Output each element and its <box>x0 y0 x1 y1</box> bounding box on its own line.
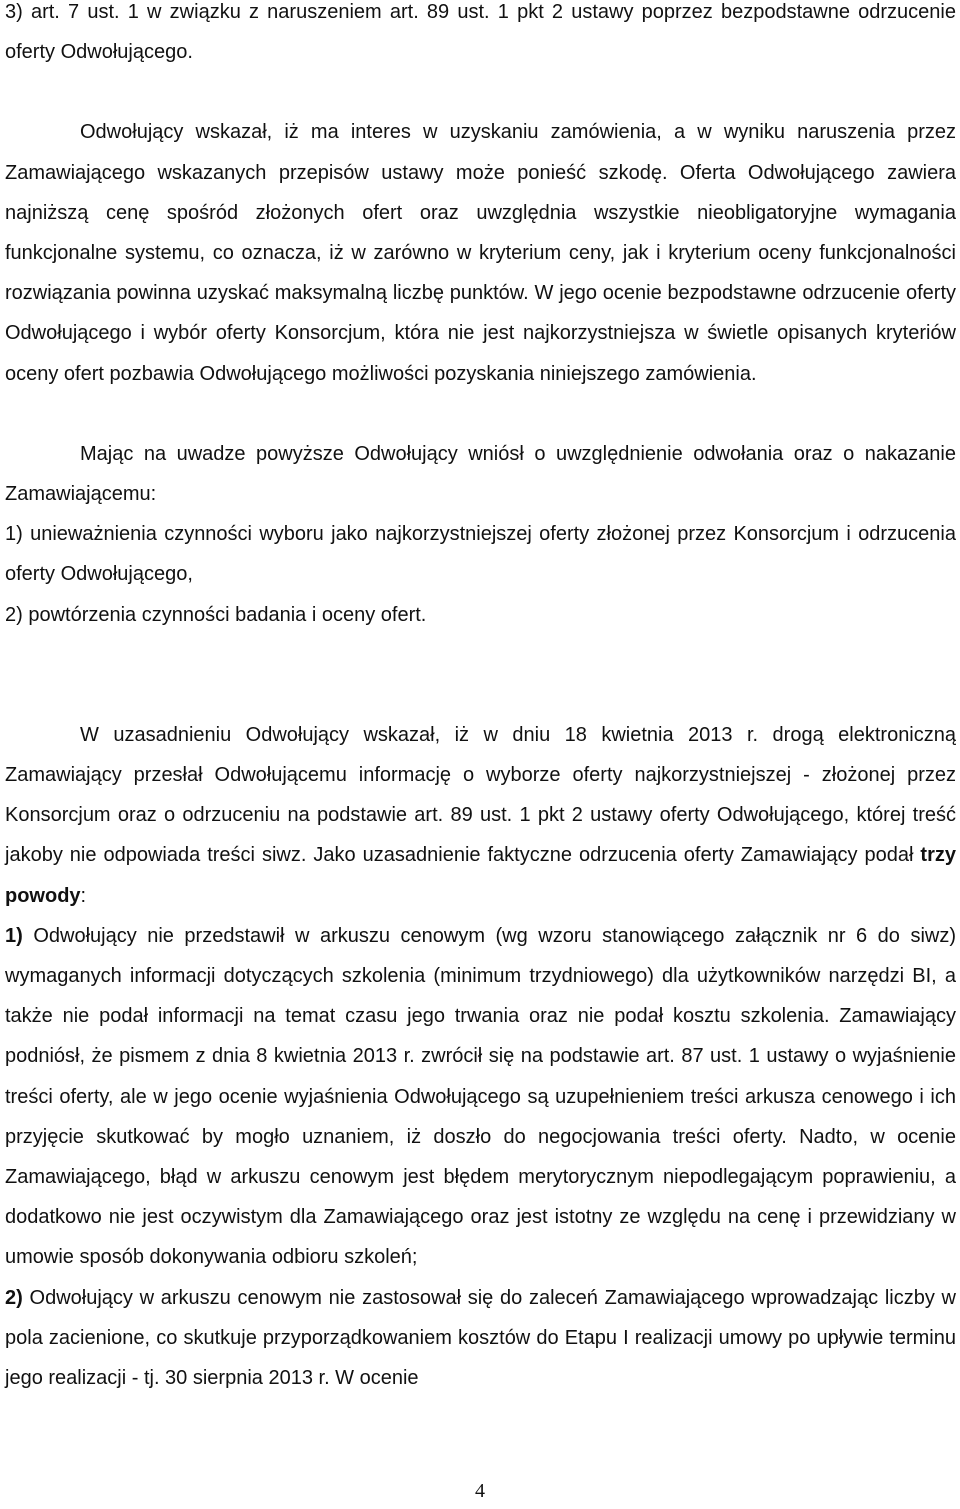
paragraph-interest: Odwołujący wskazał, iż ma interes w uzyskaniu zamówienia, a w wyniku naruszenia przez Zamawiającego wskazanych przepisów ustawy może ponieść szkodę. Oferta Odwołującego zawiera najniższą cenę spośród złożonych ofert oraz uwzględnia wszystkie nieobligatoryjne wymagania funkcjonalne systemu, co oznacza, iż w zarówno w kryterium ceny, jak i kryterium oceny funkcjonalności rozwiązania powinna uzyskać maksymalną liczbę punktów. W jego ocenie bezpodstawne odrzucenie oferty Odwołującego i wybór oferty Konsorcjum, która nie jest najkorzystniejsza w świetle opisanych kryteriów oceny ofert pozbawia Odwołującego możliwości pozyskania niniejszego zamówienia. <box>5 121 956 385</box>
page-number: 4 <box>475 1480 485 1502</box>
justification-bold: trzy powody <box>5 844 956 907</box>
reason-1-number: 1) <box>5 924 23 947</box>
justification-text: W uzasadnieniu Odwołujący wskazał, iż w dniu 18 kwietnia 2013 r. drogą elektroniczną Zamawiający przesłał Odwołującemu informację o wyborze oferty najkorzystniejszej - złożonej przez Konsorcjum oraz o odrzuceniu na podstawie art. 89 ust. 1 pkt 2 ustawy oferty Odwołującego, której treść jakoby nie odpowiada treści siwz. Jako uzasadnienie faktyczne odrzucenia oferty Zamawiający podał <box>5 723 956 867</box>
reason-2 <box>5 1278 956 1399</box>
request-item-2: 2) powtórzenia czynności badania i oceny ofert. <box>5 603 427 626</box>
request-item-1: 1) unieważnienia czynności wyboru jako najkorzystniejszej oferty złożonej przez Konsorcjum i odrzucenia oferty Odwołującego, <box>5 523 956 586</box>
reason-1-text: Odwołujący nie przedstawił w arkuszu cenowym (wg wzoru stanowiącego załącznik nr 6 do siwz) wymaganych informacji dotyczących szkolenia (minimum trzydniowego) dla użytkowników narzędzi BI, a także nie podał informacji na temat czasu jego trwania oraz nie podał kosztu szkolenia. Zamawiający podniósł, że pismem z dnia 8 kwietnia 2013 r. zwrócił się na podstawie art. 87 ust. 1 ustawy o wyjaśnienie treści oferty, ale w jego ocenie wyjaśnienia Odwołującego są uzupełnieniem treści arkusza cenowego i ich przyjęcie skutkować by mogło uznaniem, iż doszło do negocjowania treści oferty. Nadto, w ocenie Zamawiającego, błąd w arkuszu cenowym jest błędem merytorycznym niepodlegającym poprawieniu, a dodatkowo nie jest oczywistym dla Zamawiającego oraz jest istotny ze względu na cenę i przewidziany w umowie sposób dokonywania odbioru szkoleń; <box>5 924 956 1269</box>
paragraph-violation-3: 3) art. 7 ust. 1 w związku z naruszeniem art. 89 ust. 1 pkt 2 ustawy poprzez bezpodstawne odrzucenie oferty Odwołującego. <box>5 1 956 64</box>
reason-2-text: Odwołujący w arkuszu cenowym nie zastosował się do zaleceń Zamawiającego wprowadzając liczby w pola zacienione, co skutkuje przyporządkowaniem kosztów do Etapu I realizacji umowy po upływie terminu jego realizacji - tj. 30 sierpnia 2013 r. W ocenie <box>5 1286 956 1390</box>
justification-end: : <box>80 884 87 907</box>
paragraph-request: Mając na uwadze powyższe Odwołujący wniósł o uwzględnienie odwołania oraz o nakazanie Zamawiającemu: <box>5 442 956 506</box>
reason-1 <box>5 916 956 1278</box>
paragraph-justification <box>5 715 956 916</box>
reason-2-number: 2) <box>5 1286 23 1309</box>
